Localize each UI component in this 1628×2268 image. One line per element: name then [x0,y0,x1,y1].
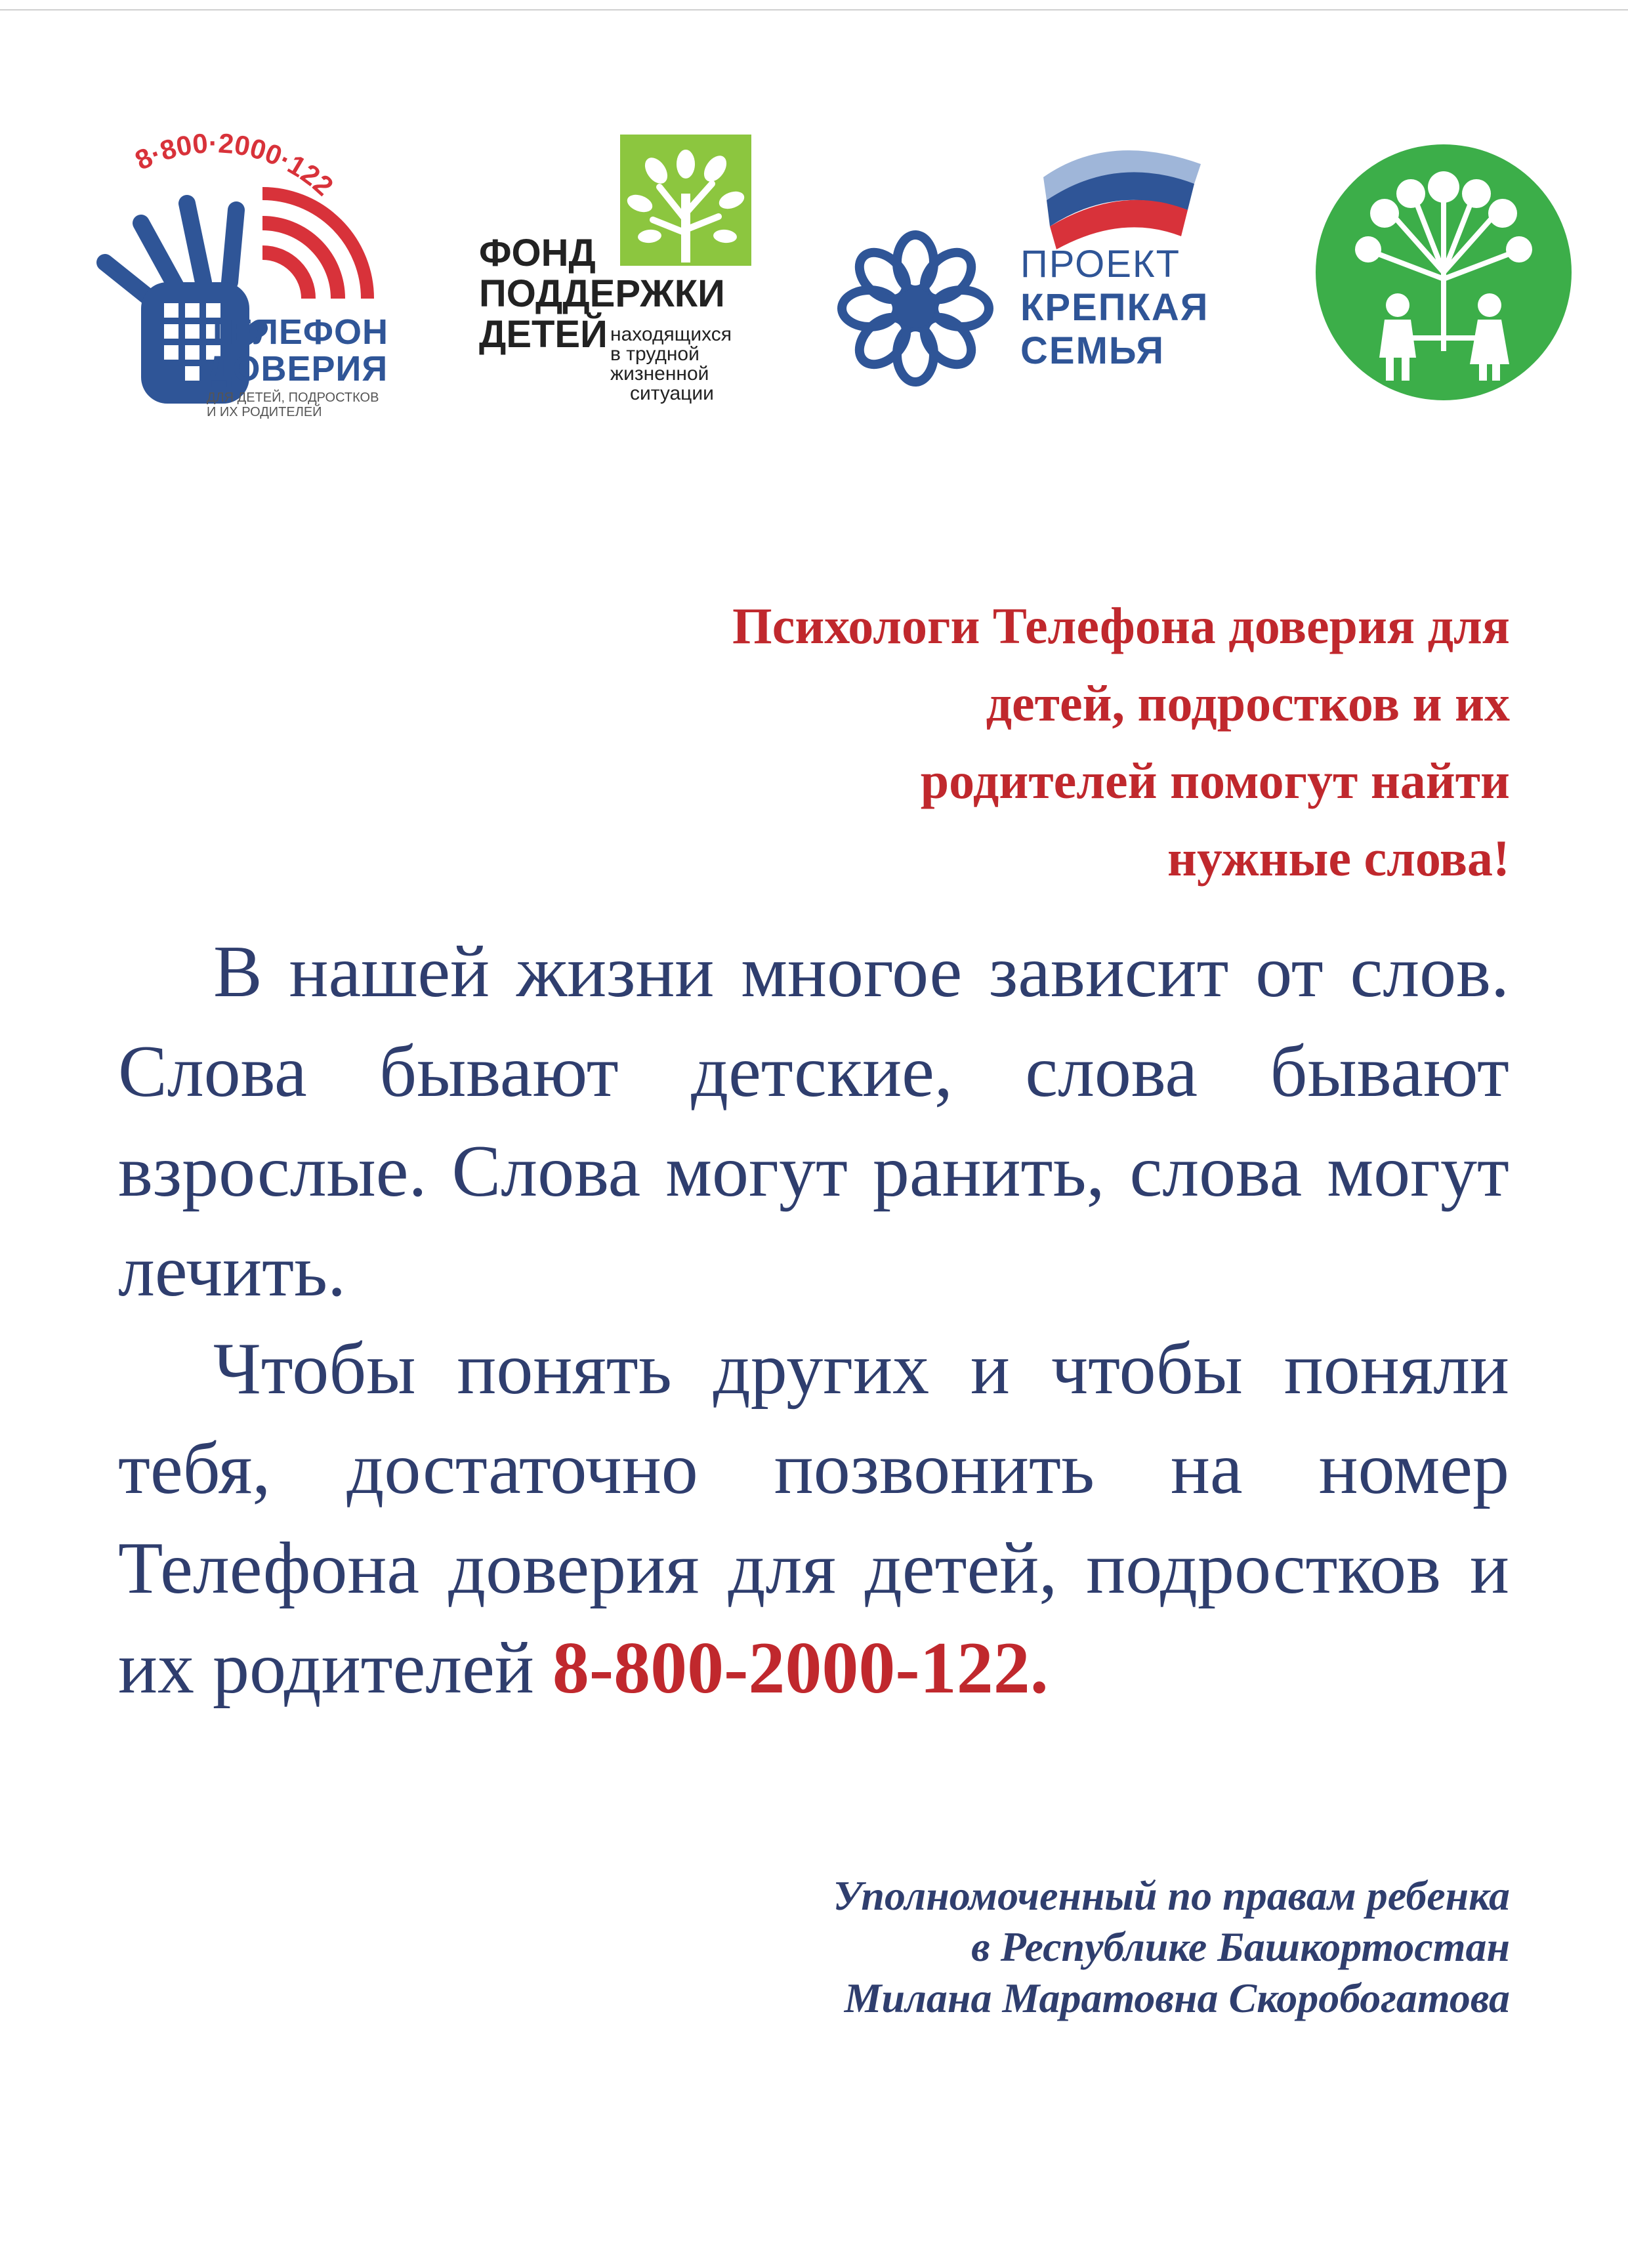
helpline-subtitle-line2: И ИХ РОДИТЕЛЕЙ [207,405,322,419]
family-line3: СЕМЬЯ [1020,329,1165,372]
fund-subtitle [610,325,732,404]
fund-sub-line2: в трудной [610,343,699,365]
headline [526,587,1510,897]
helpline-subtitle-line1: ДЛЯ ДЕТЕЙ, ПОДРОСТКОВ [207,390,379,405]
fund-sub-line1: находящихся [610,324,732,345]
flag-icon [1030,138,1227,249]
svg-text:8·800·2000·122 [130,131,339,201]
family-line2: КРЕПКАЯ [1020,286,1209,329]
fund-sub-line3: жизненной [610,363,709,385]
helpline-title-line1: ТЕЛЕФОН [207,312,388,352]
family-project-logo [833,138,1240,413]
headline-line1: Психологи Телефона доверия для [732,597,1510,654]
fund-name-line2: ПОДДЕРЖКИ [479,272,725,315]
paragraph-2-text: Чтобы понять других и чтобы поняли тебя, достаточно позвонить на номер Телефона доверия для детей, подростков и их родителей [118,1328,1509,1709]
headline-line3: родителей помогут найти [920,752,1510,809]
circle-logo [1312,141,1575,404]
helpline-number-arc: 8·800·2000·122 [130,131,340,202]
paragraph-1: В нашей жизни многое зависит от слов. Слова бывают детские, слова бывают взрослые. Слова могут ранить, слова могут лечить. [118,931,1509,1312]
signature-line1: Уполномоченный по правам ребенка [833,1872,1510,1919]
headline-line2: детей, подростков и их [986,675,1510,732]
helpline-title [207,314,388,387]
top-rule [0,9,1628,10]
signature-line2: в Республике Башкортостан [971,1923,1510,1970]
paragraph-2 [118,1319,1509,1718]
family-project-text [1020,243,1209,373]
signature [591,1870,1510,2024]
fund-name-line1: ФОНД [479,232,596,274]
family-line1: ПРОЕКТ [1020,243,1181,285]
fund-name-line3: ДЕТЕЙ [479,313,608,356]
helpline-phone-number: 8-800-2000-122. [552,1628,1049,1709]
fund-logo [479,135,781,423]
flower-icon [833,226,997,390]
signature-line3: Милана Маратовна Скоробогатова [844,1975,1510,2021]
helpline-subtitle [207,390,379,419]
headline-line4: нужные слова! [1167,830,1510,887]
helpline-title-line2: ДОВЕРИЯ [207,349,388,388]
dandelion-children-icon [1312,141,1575,404]
fund-sub-line4: ситуации [630,383,714,404]
helpline-logo [79,131,420,420]
